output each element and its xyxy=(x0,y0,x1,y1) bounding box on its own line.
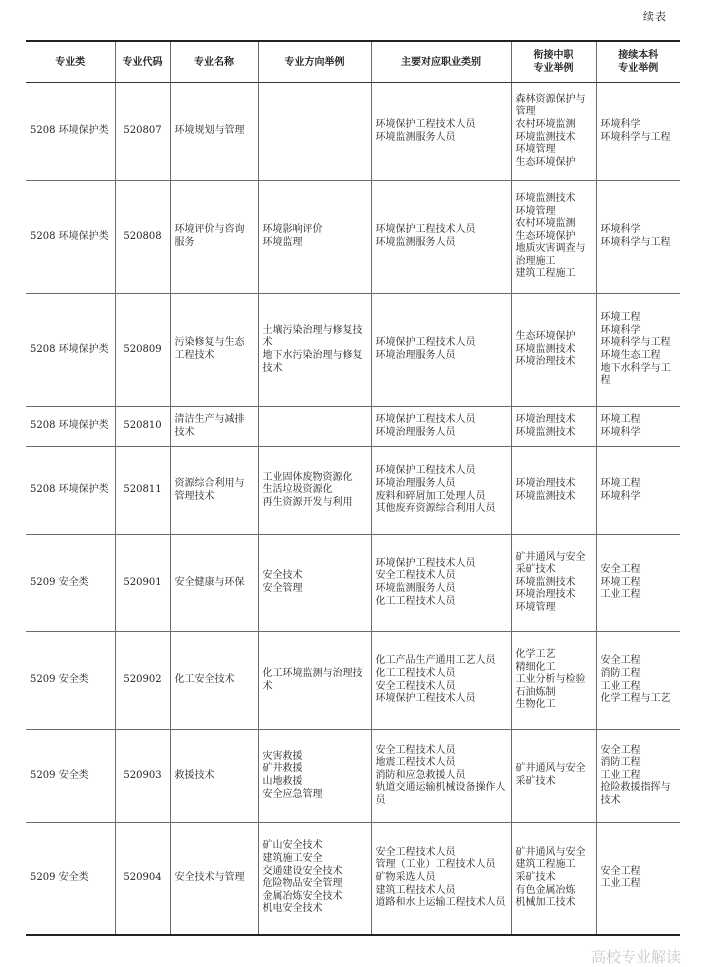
cell-undergrad: 安全工程 环境工程 工业工程 xyxy=(596,535,680,632)
cell-secondary: 环境治理技术 环境监测技术 xyxy=(511,447,596,535)
cell-occupations: 环境保护工程技术人员 环境治理服务人员 xyxy=(371,407,511,447)
majors-table xyxy=(26,40,680,936)
table-row xyxy=(26,632,680,730)
table-row xyxy=(26,823,680,935)
table-row xyxy=(26,294,680,407)
header-row xyxy=(26,41,680,83)
cell-directions xyxy=(258,83,371,181)
table-row xyxy=(26,730,680,823)
cell-category: 5208 环境保护类 xyxy=(26,83,115,181)
cell-name: 安全健康与环保 xyxy=(170,535,258,632)
continued-label: 续表 xyxy=(643,10,667,23)
cell-category: 5208 环境保护类 xyxy=(26,294,115,407)
cell-category: 5208 环境保护类 xyxy=(26,447,115,535)
cell-undergrad: 安全工程 消防工程 工业工程 化学工程与工艺 xyxy=(596,632,680,730)
cell-name: 资源综合利用与管理技术 xyxy=(170,447,258,535)
cell-name: 安全技术与管理 xyxy=(170,823,258,935)
cell-undergrad: 环境工程 环境科学 xyxy=(596,447,680,535)
cell-directions: 安全技术 安全管理 xyxy=(258,535,371,632)
cell-occupations: 环境保护工程技术人员 环境监测服务人员 xyxy=(371,83,511,181)
cell-directions xyxy=(258,407,371,447)
cell-code: 520901 xyxy=(115,535,170,632)
cell-occupations: 环境保护工程技术人员 环境监测服务人员 xyxy=(371,181,511,294)
cell-directions: 工业固体废物资源化 生活垃圾资源化 再生资源开发与利用 xyxy=(258,447,371,535)
cell-directions: 土壤污染治理与修复技术 地下水污染治理与修复技术 xyxy=(258,294,371,407)
cell-undergrad: 环境科学 环境科学与工程 xyxy=(596,181,680,294)
cell-code: 520903 xyxy=(115,730,170,823)
table-row xyxy=(26,181,680,294)
cell-occupations: 化工产品生产通用工艺人员 化工工程技术人员 安全工程技术人员 环境保护工程技术人员 xyxy=(371,632,511,730)
cell-directions: 化工环境监测与治理技术 xyxy=(258,632,371,730)
cell-occupations: 安全工程技术人员 管理（工业）工程技术人员 矿物采选人员 建筑工程技术人员 道路和水上运输工程技术人员 xyxy=(371,823,511,935)
cell-category: 5209 安全类 xyxy=(26,823,115,935)
cell-category: 5209 安全类 xyxy=(26,632,115,730)
cell-secondary: 矿井通风与安全 建筑工程施工 采矿技术 有色金属冶炼 机械加工技术 xyxy=(511,823,596,935)
cell-secondary: 矿井通风与安全 采矿技术 环境监测技术 环境治理技术 环境管理 xyxy=(511,535,596,632)
cell-occupations: 安全工程技术人员 地震工程技术人员 消防和应急救援人员 轨道交通运输机械设备操作人员 xyxy=(371,730,511,823)
table-row xyxy=(26,535,680,632)
cell-undergrad: 环境科学 环境科学与工程 xyxy=(596,83,680,181)
cell-directions: 灾害救援 矿井救援 山地救援 安全应急管理 xyxy=(258,730,371,823)
cell-secondary: 森林资源保护与管理 农村环境监测 环境监测技术 环境管理 生态环境保护 xyxy=(511,83,596,181)
cell-secondary: 环境治理技术 环境监测技术 xyxy=(511,407,596,447)
cell-category: 5209 安全类 xyxy=(26,535,115,632)
header-code: 专业代码 xyxy=(115,41,170,83)
cell-occupations: 环境保护工程技术人员 安全工程技术人员 环境监测服务人员 化工工程技术人员 xyxy=(371,535,511,632)
table-row xyxy=(26,447,680,535)
header-occupations: 主要对应职业类别 xyxy=(371,41,511,83)
cell-code: 520808 xyxy=(115,181,170,294)
cell-name: 环境评价与咨询服务 xyxy=(170,181,258,294)
cell-secondary: 矿井通风与安全 采矿技术 xyxy=(511,730,596,823)
cell-undergrad: 环境工程 环境科学 xyxy=(596,407,680,447)
cell-undergrad: 环境工程 环境科学 环境科学与工程 环境生态工程 地下水科学与工程 xyxy=(596,294,680,407)
cell-category: 5208 环境保护类 xyxy=(26,181,115,294)
header-category: 专业类 xyxy=(26,41,115,83)
cell-occupations: 环境保护工程技术人员 环境治理服务人员 xyxy=(371,294,511,407)
cell-occupations: 环境保护工程技术人员 环境治理服务人员 废料和碎屑加工处理人员 其他废弃资源综合利用人员 xyxy=(371,447,511,535)
table-row xyxy=(26,83,680,181)
cell-undergrad: 安全工程 消防工程 工业工程 抢险救援指挥与技术 xyxy=(596,730,680,823)
cell-code: 520902 xyxy=(115,632,170,730)
cell-undergrad: 安全工程 工业工程 xyxy=(596,823,680,935)
cell-directions: 环境影响评价 环境监理 xyxy=(258,181,371,294)
watermark: 高校专业解读 xyxy=(590,948,681,966)
cell-category: 5208 环境保护类 xyxy=(26,407,115,447)
cell-name: 污染修复与生态工程技术 xyxy=(170,294,258,407)
cell-name: 救援技术 xyxy=(170,730,258,823)
cell-code: 520810 xyxy=(115,407,170,447)
cell-secondary: 化学工艺 精细化工 工业分析与检验 石油炼制 生物化工 xyxy=(511,632,596,730)
header-directions: 专业方向举例 xyxy=(258,41,371,83)
cell-secondary: 环境监测技术 环境管理 农村环境监测 生态环境保护 地质灾害调查与治理施工 建筑工程施工 xyxy=(511,181,596,294)
cell-code: 520811 xyxy=(115,447,170,535)
cell-category: 5209 安全类 xyxy=(26,730,115,823)
table-row xyxy=(26,407,680,447)
cell-name: 环境规划与管理 xyxy=(170,83,258,181)
cell-directions: 矿山安全技术 建筑施工安全 交通建设安全技术 危险物品安全管理 金属冶炼安全技术 机电安全技术 xyxy=(258,823,371,935)
cell-secondary: 生态环境保护 环境监测技术 环境治理技术 xyxy=(511,294,596,407)
cell-code: 520807 xyxy=(115,83,170,181)
cell-name: 清洁生产与减排技术 xyxy=(170,407,258,447)
cell-name: 化工安全技术 xyxy=(170,632,258,730)
cell-code: 520809 xyxy=(115,294,170,407)
header-secondary: 衔接中职 专业举例 xyxy=(511,41,596,83)
header-undergrad: 接续本科 专业举例 xyxy=(596,41,680,83)
cell-code: 520904 xyxy=(115,823,170,935)
header-name: 专业名称 xyxy=(170,41,258,83)
